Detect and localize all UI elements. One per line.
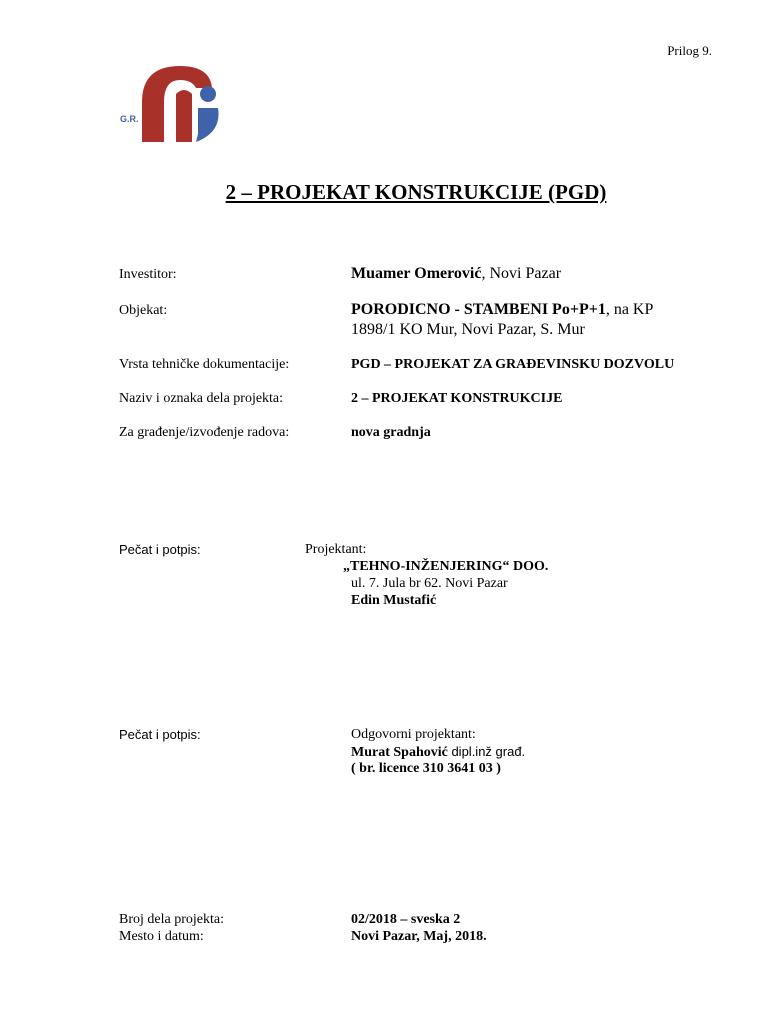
designer-address: ul. 7. Jula br 62. Novi Pazar (351, 576, 508, 591)
investor-name: Muamer Omerović (351, 265, 482, 282)
object-value (351, 301, 653, 319)
part-number-value: 02/2018 – sveska 2 (351, 912, 461, 927)
place-date-label: Mesto i datum: (119, 929, 204, 944)
part-name-value: 2 – PROJEKAT KONSTRUKCIJE (351, 391, 563, 406)
object-label: Objekat: (119, 303, 168, 318)
designer-person: Edin Mustafić (351, 593, 437, 608)
investor-city: , Novi Pazar (481, 265, 562, 282)
responsible-license: ( br. licence 310 3641 03 ) (351, 761, 501, 776)
designer-company: „TEHNO-INŽENJERING“ DOO. (343, 559, 549, 574)
responsible-name-bold: Murat Spahović (351, 745, 448, 760)
document-title: 2 – PROJEKAT KONSTRUKCIJE (PGD) (225, 180, 607, 204)
responsible-role: Odgovorni projektant: (351, 727, 476, 742)
object-location: 1898/1 KO Mur, Novi Pazar, S. Mur (351, 321, 585, 338)
designer-stamp-label: Pečat i potpis: (119, 542, 201, 557)
part-name-label: Naziv i oznaka dela projekta: (119, 391, 284, 406)
part-number-label: Broj dela projekta: (119, 912, 224, 927)
responsible-stamp-label: Pečat i potpis: (119, 727, 201, 742)
place-date-value: Novi Pazar, Maj, 2018. (351, 929, 487, 944)
responsible-title: dipl.inž građ. (447, 744, 526, 759)
company-logo (118, 62, 230, 146)
doc-type-value: PGD – PROJEKAT ZA GRAĐEVINSKU DOZVOLU (351, 357, 675, 372)
attachment-label: Prilog 9. (667, 43, 712, 58)
responsible-name (351, 744, 525, 761)
object-name: PORODICNO - STAMBENI Po+P+1 (351, 301, 606, 318)
doc-type-label: Vrsta tehničke dokumentacije: (119, 357, 290, 372)
object-parcel: , na KP (605, 301, 654, 318)
svg-text:G.R.: G.R. (120, 114, 139, 124)
investor-value (351, 265, 561, 283)
construction-value: nova gradnja (351, 425, 431, 440)
construction-label: Za građenje/izvođenje radova: (119, 425, 290, 440)
designer-role: Projektant: (305, 542, 367, 557)
investor-label: Investitor: (119, 267, 177, 282)
